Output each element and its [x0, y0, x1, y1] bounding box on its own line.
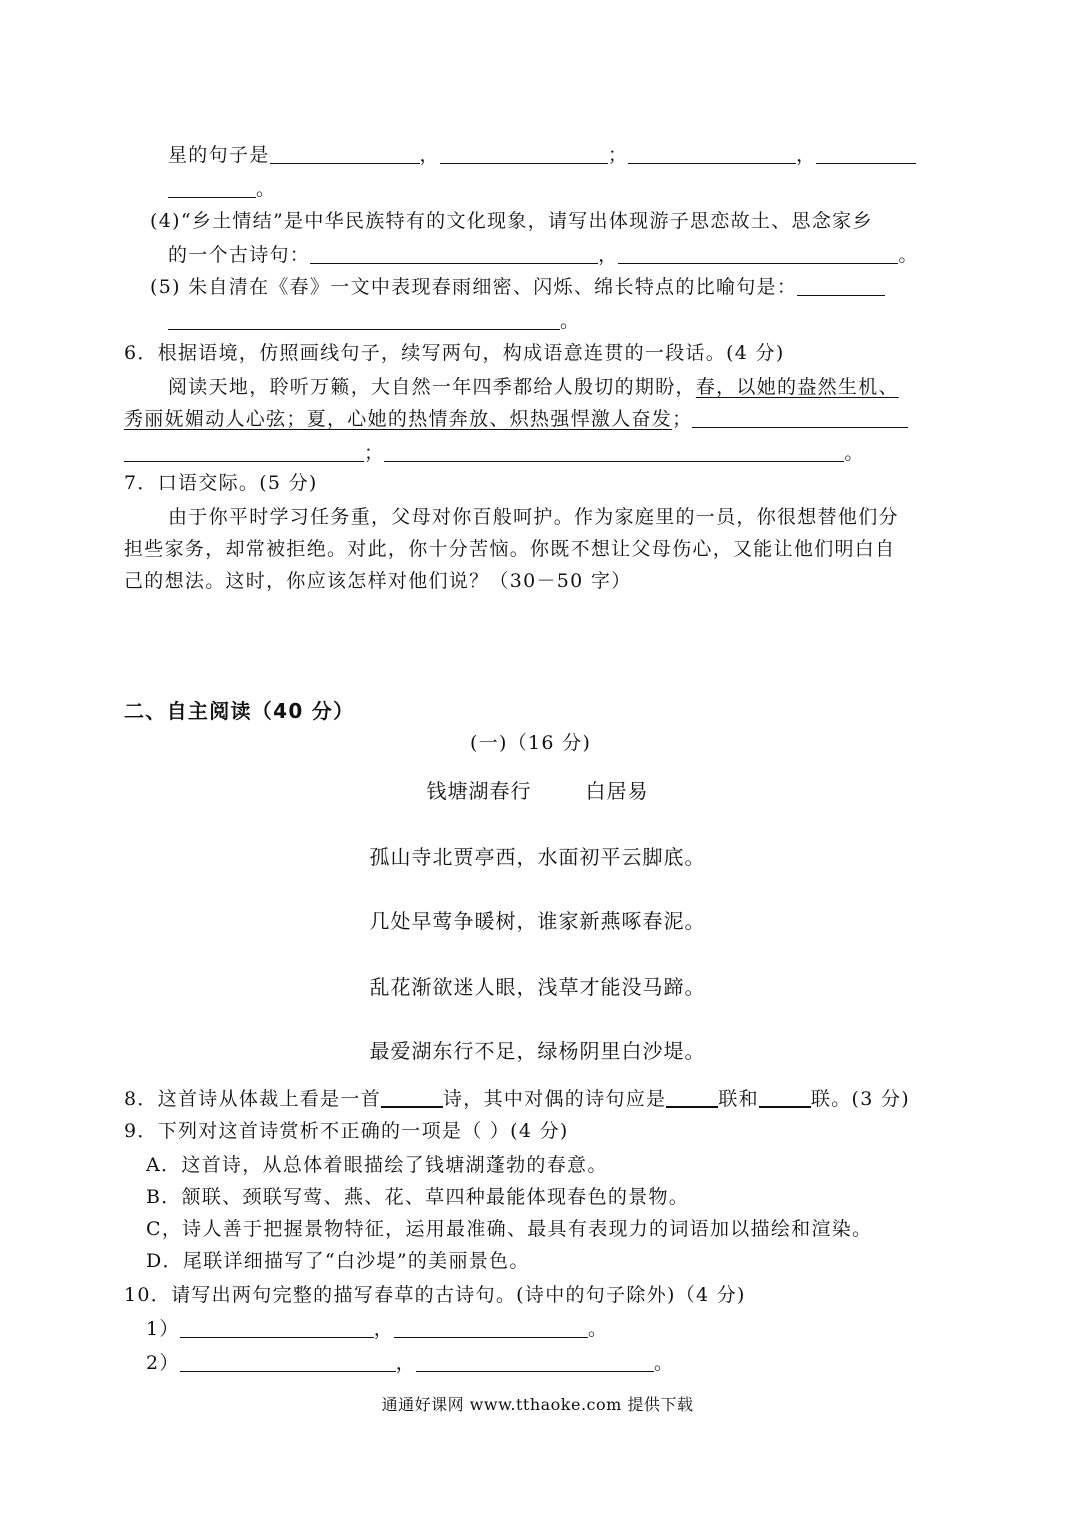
q5-line-3-prefix: 星的句子是 [168, 144, 270, 166]
q5-part4-line2: 的一个古诗句： ， 。 [168, 244, 919, 266]
q5-line-4: 。 [168, 176, 276, 202]
section-heading: 二、自主阅读（40 分） [124, 699, 355, 723]
answer-blank[interactable] [816, 143, 916, 164]
q10-answer-2: 2） ， 。 [146, 1352, 675, 1374]
answer-blank[interactable] [759, 1086, 811, 1108]
q9-option-c: C，诗人善于把握景物特征，运用最准确、最具有表现力的词语加以描绘和渲染。 [146, 1218, 873, 1240]
q5-part5-line2: 。 [168, 308, 580, 334]
q6-line-1: 阅读天地，聆听万籁，大自然一年四季都给人殷切的期盼，春，以她的盎然生机、 [168, 376, 899, 398]
underlined-sentence: 春，以她的盎然生机、 [695, 376, 899, 398]
poem-line-2: 几处早莺争暖树，谁家新燕啄春泥。 [369, 909, 706, 933]
q9-option-d: D．尾联详细描写了“白沙堤”的美丽景色。 [146, 1250, 530, 1272]
answer-blank[interactable] [440, 143, 608, 164]
q9-option-a: A．这首诗，从总体着眼描绘了钱塘湖蓬勃的春意。 [146, 1154, 608, 1176]
q5-line-3: 星的句子是 ， ； ， [168, 142, 916, 168]
poem-title: 钱塘湖春行 [426, 779, 532, 803]
section-subheading: (一)（16 分) [470, 732, 592, 754]
q5-part5-line1: (5) 朱自清在《春》一文中表现春雨细密、闪烁、绵长特点的比喻句是： [150, 274, 885, 300]
q10-title: 10．请写出两句完整的描写春草的古诗句。(诗中的句子除外)（4 分) [124, 1284, 746, 1306]
answer-blank[interactable] [270, 143, 420, 164]
answer-blank[interactable] [168, 309, 560, 330]
q8-line: 8．这首诗从体裁上看是一首 诗，其中对偶的诗句应是 联和 联。(3 分) [124, 1088, 910, 1110]
q10-answer-1: 1） ， 。 [146, 1318, 609, 1340]
answer-blank[interactable] [180, 1351, 396, 1372]
q9-title: 9．下列对这首诗赏析不正确的一项是（ ）(4 分) [124, 1120, 569, 1142]
answer-blank[interactable] [310, 243, 598, 264]
q7-line-2: 担些家务，却常被拒绝。对此，你十分苦恼。你既不想让父母伤心，又能让他们明白自 [124, 538, 896, 560]
answer-blank[interactable] [618, 243, 898, 264]
underlined-sentence: 秀丽妩媚动人心弦；夏，心她的热情奔放、炽热强悍激人奋发 [124, 408, 673, 430]
q7-line-1: 由于你平时学习任务重，父母对你百般呵护。作为家庭里的一员，你很想替他们分 [168, 506, 899, 528]
q5-part4-line1: (4)“乡土情结”是中华民族特有的文化现象，请写出体现游子思恋故土、思念家乡 [150, 210, 873, 232]
answer-blank[interactable] [384, 441, 844, 462]
answer-blank[interactable] [180, 1317, 374, 1338]
footer-text: 通通好课网 www.tthaoke.com 提供下载 [381, 1395, 694, 1414]
poem-line-4: 最爱湖东行不足，绿杨阴里白沙堤。 [369, 1039, 706, 1063]
q6-title: 6．根据语境，仿照画线句子，续写两句，构成语意连贯的一段话。(4 分) [124, 342, 785, 364]
answer-blank[interactable] [797, 275, 885, 296]
q6-line-2: 秀丽妩媚动人心弦；夏，心她的热情奔放、炽热强悍激人奋发； [124, 406, 908, 432]
poem-title-line [0, 778, 1075, 804]
poem-line-1: 孤山寺北贾亭西，水面初平云脚底。 [369, 845, 706, 869]
q7-title: 7．口语交际。(5 分) [124, 472, 318, 494]
poem-line-3: 乱花渐欲迷人眼，浅草才能没马蹄。 [369, 975, 706, 999]
answer-blank[interactable] [394, 1317, 588, 1338]
q7-line-3: 己的想法。这时，你应该怎样对他们说？（30－50 字） [124, 570, 632, 592]
answer-blank[interactable] [666, 1086, 718, 1108]
answer-blank[interactable] [628, 143, 796, 164]
answer-blank[interactable] [381, 1086, 443, 1108]
poem-author: 白居易 [585, 779, 649, 803]
answer-blank[interactable] [168, 177, 256, 198]
answer-blank[interactable] [124, 441, 364, 462]
answer-blank[interactable] [416, 1351, 654, 1372]
q9-option-b: B．颔联、颈联写莺、燕、花、草四种最能体现春色的景物。 [146, 1186, 690, 1208]
answer-blank[interactable] [692, 407, 908, 428]
q6-line-3: ； 。 [124, 440, 865, 466]
